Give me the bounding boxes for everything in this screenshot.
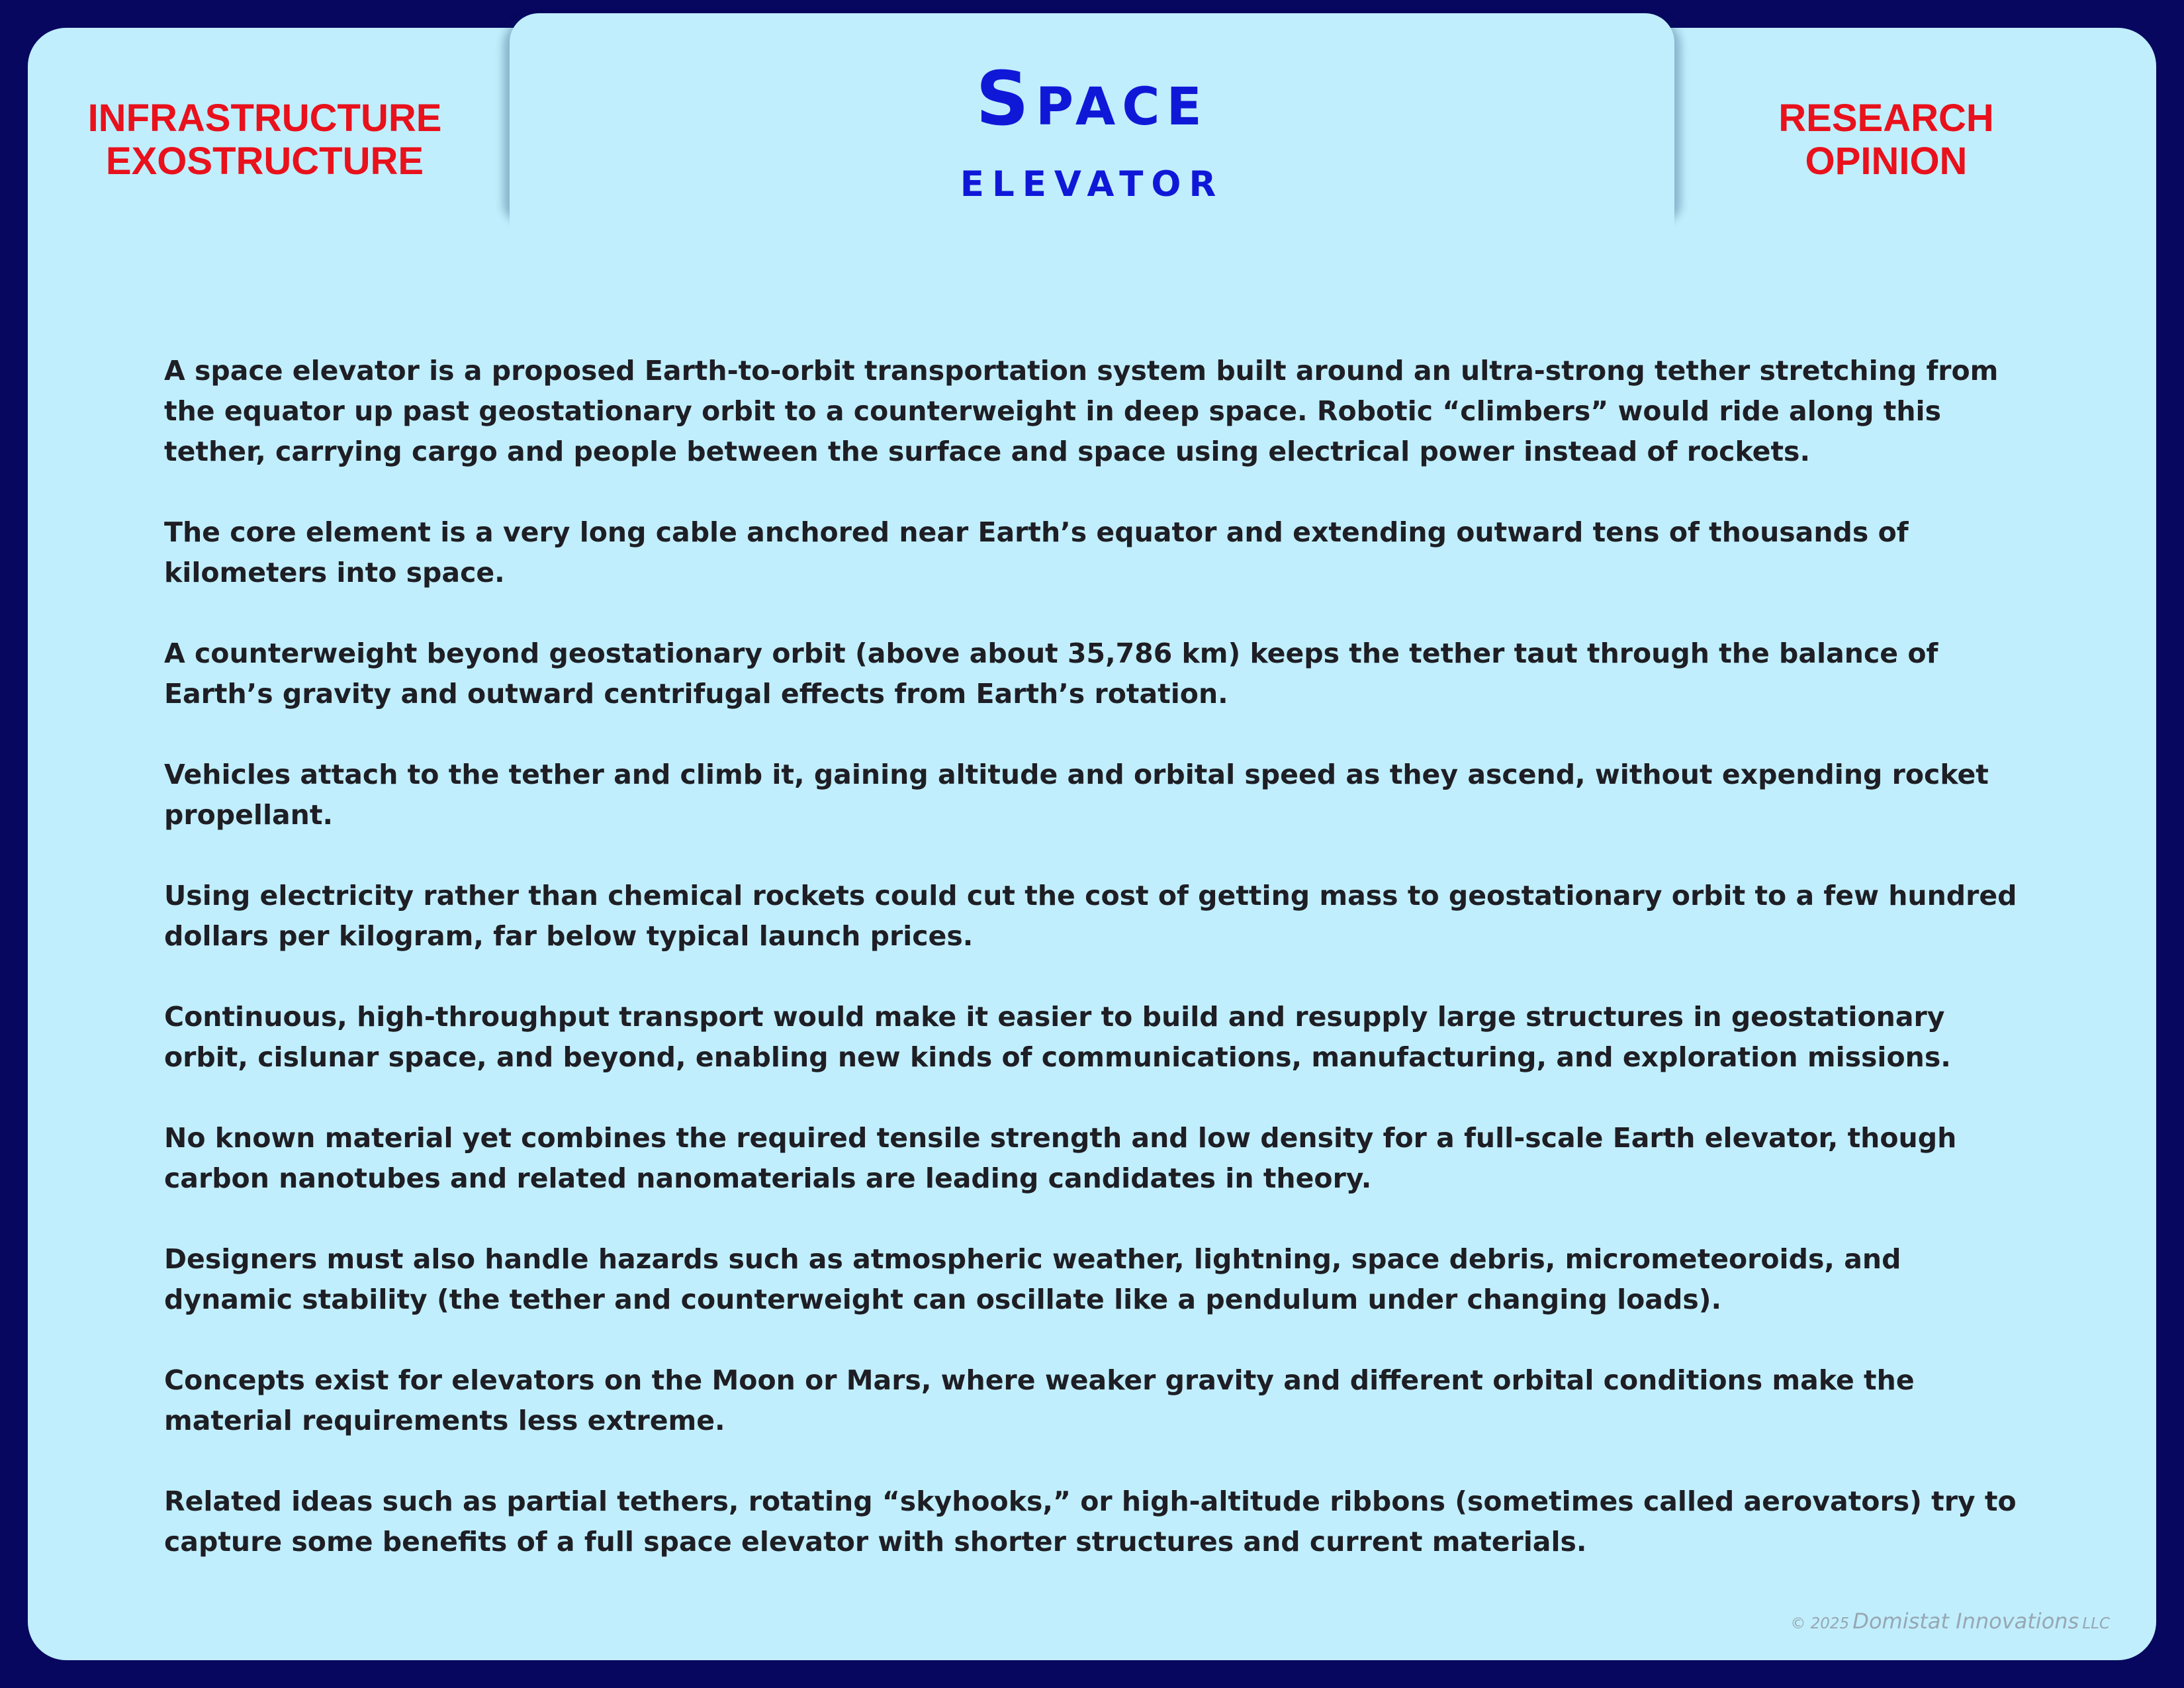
paragraph: The core element is a very long cable anchored near Earth’s equator and extending outward tens of thousands of kilometers into space. xyxy=(164,516,1909,588)
title-main: Space xyxy=(976,56,1208,142)
paragraph: Using electricity rather than chemical rockets could cut the cost of getting mass to geostationary orbit to a few hundred dollars per kilogram, far below typical launch prices. xyxy=(164,880,2017,952)
type-label-line-2: OPINION xyxy=(1805,140,1968,183)
category-label-line-2: EXOSTRUCTURE xyxy=(105,140,424,183)
paragraph: Related ideas such as partial tethers, rotating “skyhooks,” or high-altitude ribbons (sometimes called aerovators) try to capture some benefits of a full space elevator with shorter structures and current materials. xyxy=(164,1485,2017,1558)
title-subtitle: elevator xyxy=(960,149,1224,208)
paragraph: No known material yet combines the required tensile strength and low density for a full-scale Earth elevator, though carbon nanotubes and related nanomaterials are leading candidates in theory. xyxy=(164,1122,1957,1194)
paragraph: Vehicles attach to the tether and climb it, gaining altitude and orbital speed as they ascend, without expending rocket propellant. xyxy=(164,759,1989,831)
type-label xyxy=(1648,97,2124,183)
paragraph: A counterweight beyond geostationary orbit (above about 35,786 km) keeps the tether taut through the balance of Earth’s gravity and outward centrifugal effects from Earth’s rotation. xyxy=(164,637,1938,710)
category-label xyxy=(26,97,503,183)
article-body xyxy=(164,351,2030,1603)
paragraph: Continuous, high-throughput transport would make it easier to build and resupply large structures in geostationary orbit, cislunar space, and beyond, enabling new kinds of communications, manufacturing, and exploration missions. xyxy=(164,1001,1951,1073)
company-suffix: LLC xyxy=(2082,1615,2110,1632)
paragraph: A space elevator is a proposed Earth-to-orbit transportation system built around an ultra-strong tether stretching from the equator up past geostationary orbit to a counterweight in deep space. Robotic “climbers” would ride along this tether, carrying cargo and people between the surface and space using electrical power instead of rockets. xyxy=(164,355,1999,467)
page-title xyxy=(510,50,1674,209)
paragraph: Designers must also handle hazards such as atmospheric weather, lightning, space debris, micrometeoroids, and dynamic stability (the tether and counterweight can oscillate like a pendulum under changing loads). xyxy=(164,1243,1901,1315)
copyright-year: © 2025 xyxy=(1790,1615,1850,1632)
type-label-line-1: RESEARCH xyxy=(1778,97,1994,140)
category-label-line-1: INFRASTRUCTURE xyxy=(87,97,442,140)
company-name: Domistat Innovations xyxy=(1852,1609,2079,1634)
paragraph: Concepts exist for elevators on the Moon or Mars, where weaker gravity and different orbital conditions make the material requirements less extreme. xyxy=(164,1364,1915,1436)
copyright-footer xyxy=(1790,1609,2110,1634)
